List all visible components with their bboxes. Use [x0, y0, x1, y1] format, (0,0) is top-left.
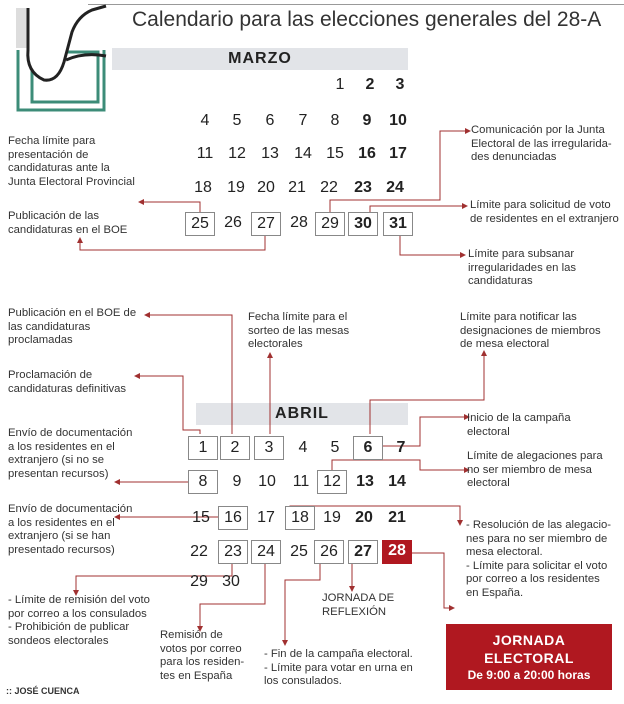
page-title: Calendario para las elecciones generales del 28-A: [132, 8, 602, 31]
april-day: 30: [222, 573, 240, 590]
march-day: 3: [395, 76, 405, 93]
note-march-31: Límite para subsanar irregularidades en las candidaturas: [468, 248, 577, 288]
note-april-8: Envío de documentación a los residentes en el extranjero (si no se presentan recursos): [8, 427, 133, 480]
month-march: MARZO: [228, 50, 292, 67]
election-day-hours: De 9:00 a 20:00 horas: [467, 668, 591, 682]
month-april: ABRIL: [275, 405, 329, 422]
march-day: 20: [257, 179, 275, 196]
april-day-highlight: 26: [314, 540, 344, 564]
march-day: 15: [326, 145, 344, 162]
march-day: 23: [354, 179, 372, 196]
march-day: 12: [228, 145, 246, 162]
april-day: 25: [290, 543, 308, 560]
march-day: 28: [290, 214, 308, 231]
april-day: 29: [190, 573, 208, 590]
april-day-highlight: 12: [317, 470, 347, 494]
april-day-highlight: 24: [251, 540, 281, 564]
note-april-18: - Resolución de las alegacio- nes para no ser miembro de mesa electoral. - Límite para solicitar el voto por correo a los residentes en España.: [466, 519, 612, 599]
election-day-box: [446, 624, 612, 690]
march-day: 10: [389, 112, 407, 129]
note-april-6: Inicio de la campaña electoral: [467, 412, 571, 438]
april-day: 19: [323, 509, 341, 526]
march-day: 18: [194, 179, 212, 196]
march-day: 21: [288, 179, 306, 196]
march-day: 14: [294, 145, 312, 162]
april-day: 21: [388, 509, 406, 526]
note-april-3: Fecha límite para el sorteo de las mesas electorales: [248, 311, 350, 351]
author-credit: :: JOSÉ CUENCA: [6, 686, 80, 696]
note-april-6-top: Límite para notificar las designaciones de miembros de mesa electoral: [460, 311, 601, 351]
april-day: 11: [292, 473, 310, 490]
april-day-election: 28: [382, 540, 412, 564]
march-day: 19: [227, 179, 245, 196]
april-day: 4: [298, 439, 308, 456]
note-april-2: Publicación en el BOE de las candidaturas proclamadas: [8, 307, 137, 347]
march-day: 2: [365, 76, 375, 93]
april-day-highlight: 18: [285, 506, 315, 530]
march-day: 4: [200, 112, 210, 129]
note-april-1: Proclamación de candidaturas definitivas: [8, 369, 127, 395]
april-day-highlight: 16: [218, 506, 248, 530]
march-day: 13: [261, 145, 279, 162]
march-day: 17: [389, 145, 407, 162]
april-day-highlight: 3: [254, 436, 284, 460]
april-day-highlight: 8: [188, 470, 218, 494]
march-day: 8: [330, 112, 340, 129]
april-day: 13: [356, 473, 374, 490]
note-march-30: Límite para solicitud de voto de residentes en el extranjero: [470, 199, 619, 225]
april-day: 14: [388, 473, 406, 490]
election-day-line2: ELECTORAL: [484, 650, 574, 666]
march-day-highlight: 30: [348, 212, 378, 236]
note-march-29: Comunicación por la Junta Electoral de las irregularida- des denunciadas: [471, 124, 612, 164]
note-april-23: - Límite de remisión del voto por correo a los consulados - Prohibición de publicar sondeos electorales: [8, 594, 150, 647]
march-day: 24: [386, 179, 404, 196]
april-day-highlight: 27: [348, 540, 378, 564]
march-day: 16: [358, 145, 376, 162]
march-day-highlight: 25: [185, 212, 215, 236]
april-day: 15: [192, 509, 210, 526]
march-day-highlight: 29: [315, 212, 345, 236]
march-day-highlight: 31: [383, 212, 413, 236]
april-day: 20: [355, 509, 373, 526]
election-day-line1: JORNADA: [492, 632, 566, 648]
march-day: 1: [335, 76, 345, 93]
april-day-highlight: 1: [188, 436, 218, 460]
note-april-27: JORNADA DE REFLEXIÓN: [322, 592, 395, 618]
march-day: 11: [196, 145, 214, 162]
march-day: 26: [224, 214, 242, 231]
april-day-highlight: 23: [218, 540, 248, 564]
note-march-27: Publicación de las candidaturas en el BOE: [8, 210, 128, 236]
april-day-highlight: 2: [220, 436, 250, 460]
note-april-12: Límite de alegaciones para no ser miembro de mesa electoral: [467, 450, 603, 490]
april-day: 7: [396, 439, 406, 456]
note-march-25: Fecha límite para presentación de candidaturas ante la Junta Electoral Provincial: [8, 135, 135, 188]
april-day: 10: [258, 473, 276, 490]
note-april-24: Remisión de votos por correo para los residen- tes en España: [160, 629, 245, 682]
march-day: 7: [298, 112, 308, 129]
march-day: 9: [362, 112, 372, 129]
april-day: 17: [257, 509, 275, 526]
april-day-highlight: 6: [353, 436, 383, 460]
note-april-16: Envío de documentación a los residentes en el extranjero (si se han presentado recursos): [8, 503, 133, 556]
march-day: 22: [320, 179, 338, 196]
march-day: 5: [232, 112, 242, 129]
april-day: 22: [190, 543, 208, 560]
note-april-26: - Fin de la campaña electoral. - Límite para votar en urna en los consulados.: [264, 648, 413, 688]
april-day: 5: [330, 439, 340, 456]
april-day: 9: [232, 473, 242, 490]
march-day: 6: [265, 112, 275, 129]
march-day-highlight: 27: [251, 212, 281, 236]
